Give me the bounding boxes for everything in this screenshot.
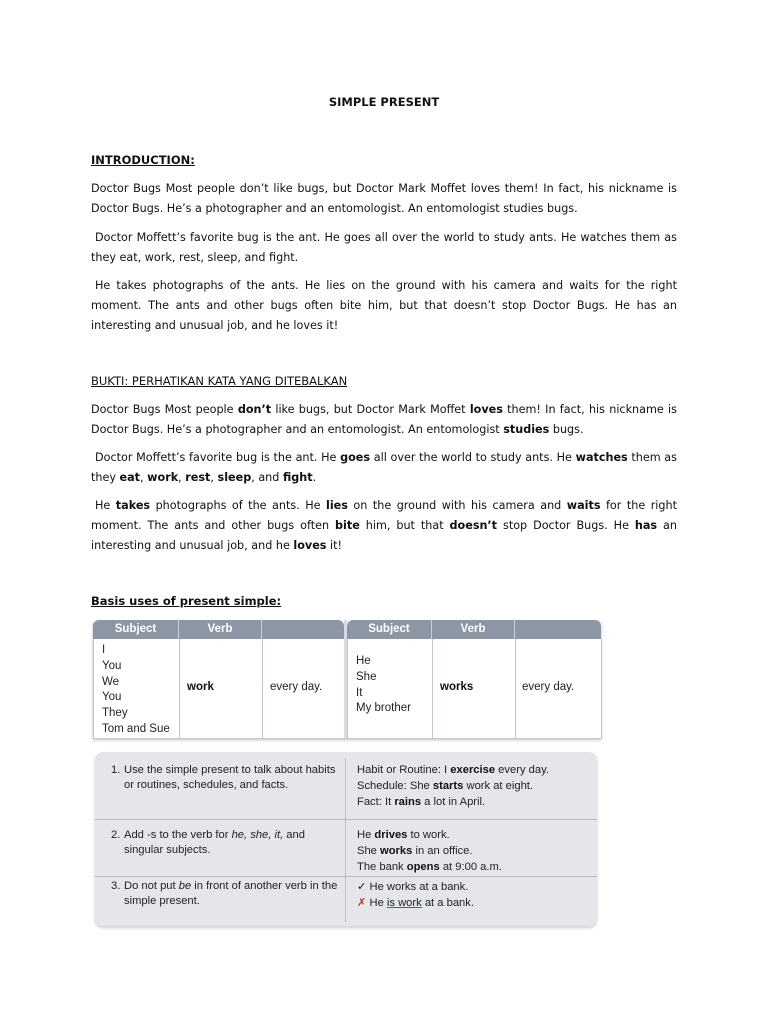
table-header: [347, 620, 601, 639]
rule-text: Use the simple present to talk about habits or routines, schedules, and facts.: [124, 764, 336, 791]
rule-3-examples: [357, 879, 474, 911]
header-subject: Subject: [347, 620, 432, 639]
bold-verb: don’t: [237, 403, 272, 416]
column-divider: [345, 758, 346, 922]
subject-item: I: [102, 644, 106, 656]
time-cell: every day.: [522, 681, 575, 693]
intro-paragraph-3: He takes photographs of the ants. He lies on the ground with his camera and waits for the right moment. The ants and other bugs often bite him, but that doesn’t stop Doctor Bugs. He has an interesting and unusual job, and he loves it!: [91, 279, 677, 332]
text-segment: Fact: It: [357, 796, 395, 808]
bold-verb: watches: [575, 451, 628, 464]
bold-verb: takes: [115, 499, 151, 512]
subject-verb-table-right: [347, 620, 601, 738]
rule-number: 2.: [111, 829, 121, 841]
text-segment: , and: [251, 471, 283, 484]
wrong-example-post: at a bank.: [421, 897, 474, 909]
rule-2: [111, 828, 343, 858]
text-segment: stop Doctor Bugs. He: [497, 519, 635, 532]
subject-item: Tom and Sue: [102, 722, 170, 735]
text-segment: Add -s to the verb for: [124, 829, 232, 841]
text-segment: .: [312, 471, 317, 484]
text-segment: She: [357, 845, 381, 857]
text-segment: them! In fact, his nickname is Doctor Bugs. He’s a photographer and an entomologist. An entomologist: [91, 403, 677, 436]
wrong-example: [357, 895, 474, 911]
text-segment: an interesting and unusual job, and he: [91, 519, 677, 552]
header-time: [262, 620, 344, 639]
bukti-paragraph-2: [91, 448, 677, 488]
rule-1-examples: [357, 762, 549, 810]
text-segment: Doctor Moffett’s favorite bug is the ant. He: [95, 451, 341, 464]
bold-verb: rains: [394, 796, 422, 808]
bold-verb: eat: [119, 471, 141, 484]
subject-item: They: [102, 707, 128, 720]
rule-text: [111, 879, 343, 909]
example-line: [357, 794, 549, 810]
header-verb: Verb: [432, 620, 515, 639]
subject-item: We: [102, 675, 120, 688]
cross-icon: ✗: [357, 897, 367, 909]
correct-example: [357, 879, 474, 895]
table-body: [347, 639, 602, 739]
bold-verb: loves: [469, 403, 503, 416]
verb-column: [433, 639, 516, 738]
bukti-heading: BUKTI: PERHATIKAN KATA YANG DITEBALKAN: [91, 374, 348, 388]
example-line: [357, 843, 502, 859]
page-title: SIMPLE PRESENT: [328, 95, 440, 109]
text-segment: a lot in April.: [421, 796, 486, 808]
text-segment: Do not put: [124, 880, 179, 892]
subject-item: He: [356, 655, 371, 667]
text-segment: photographs of the ants. He: [150, 499, 327, 512]
bold-verb: has: [634, 519, 658, 532]
subject-item: My brother: [356, 702, 411, 715]
text-segment: on the ground with his camera and: [347, 499, 567, 512]
text-segment: The bank: [357, 861, 407, 873]
text-segment: He: [357, 829, 375, 841]
text-segment: to work.: [407, 829, 450, 841]
subject-verb-table: [93, 620, 601, 738]
text-segment: like bugs, but Doctor Mark Moffet: [271, 403, 470, 416]
bold-verb: waits: [566, 499, 601, 512]
header-verb: Verb: [179, 620, 262, 639]
bold-verb: work: [147, 471, 179, 484]
wrong-example-error: is work: [386, 897, 422, 909]
text-segment: them as they: [91, 451, 677, 484]
rule-number: 3.: [111, 880, 121, 892]
text-segment: Schedule: She: [357, 780, 433, 792]
text-segment: all over the world to study ants. He: [370, 451, 576, 464]
text-segment: He: [95, 499, 116, 512]
subject-column: [94, 639, 180, 738]
text-segment: Habit or Routine: I: [357, 764, 451, 776]
header-time: [515, 620, 601, 639]
subject-item: She: [356, 670, 377, 683]
text-segment: him, but that: [359, 519, 450, 532]
text-segment: ,: [178, 471, 186, 484]
bold-verb: drives: [374, 829, 408, 841]
subject-item: It: [356, 686, 363, 699]
subject-item: You: [102, 691, 122, 704]
text-segment: at 9:00 a.m.: [439, 861, 502, 873]
time-cell: every day.: [270, 681, 323, 693]
header-subject: Subject: [93, 620, 179, 639]
bold-verb: doesn’t: [449, 519, 498, 532]
bold-verb: sleep: [217, 471, 252, 484]
bold-verb: starts: [432, 780, 464, 792]
subject-list: [102, 643, 170, 738]
text-segment: bugs.: [549, 423, 584, 436]
example-line: [357, 762, 549, 778]
rule-2-examples: [357, 827, 502, 875]
bold-verb: bite: [335, 519, 360, 532]
text-segment: in front of another verb in the simple present.: [124, 880, 338, 907]
table-body: [93, 639, 344, 739]
text-segment: work at eight.: [463, 780, 534, 792]
table-header: [93, 620, 344, 639]
text-segment: ,: [210, 471, 218, 484]
rules-table: [95, 752, 597, 926]
row-separator: [95, 876, 597, 877]
bold-verb: lies: [326, 499, 348, 512]
example-line: [357, 859, 502, 875]
text-segment: Doctor Bugs Most people: [91, 403, 238, 416]
bold-verb: studies: [503, 423, 550, 436]
bold-verb: works: [380, 845, 413, 857]
bold-verb: goes: [340, 451, 371, 464]
intro-paragraph-1: Doctor Bugs Most people don’t like bugs, but Doctor Mark Moffet loves them! In fact, his nickname is Doctor Bugs. He’s a photographer and an entomologist. An entomologist studies bugs.: [91, 182, 677, 215]
rule-1: [111, 763, 343, 793]
bold-verb: opens: [406, 861, 440, 873]
intro-paragraph-2: Doctor Moffett’s favorite bug is the ant. He goes all over the world to study ants. He watches them as they eat, work, rest, sleep, and fight.: [91, 231, 677, 264]
bukti-paragraph-3: [91, 496, 677, 556]
bold-verb: fight: [282, 471, 313, 484]
verb-cell: work: [187, 681, 214, 693]
rule-text: [111, 828, 343, 858]
subject-list: [356, 654, 411, 717]
subject-item: You: [102, 659, 122, 672]
introduction-heading: INTRODUCTION:: [91, 153, 195, 167]
check-icon: ✓: [357, 881, 367, 893]
text-segment: for the right moment. The ants and other bugs often: [91, 499, 677, 532]
text-segment: it!: [326, 539, 343, 552]
bukti-paragraph-1: [91, 400, 677, 440]
bold-verb: rest: [185, 471, 211, 484]
text-segment: and singular subjects.: [124, 829, 305, 856]
correct-example-text: He works at a bank.: [369, 881, 469, 893]
bold-verb: loves: [293, 539, 327, 552]
text-segment: in an office.: [412, 845, 473, 857]
text-segment: ,: [140, 471, 148, 484]
example-line: [357, 778, 549, 794]
wrong-example-pre: He: [369, 897, 387, 909]
italic-word: be: [178, 880, 192, 892]
subject-verb-table-left: [93, 620, 344, 738]
example-line: [357, 827, 502, 843]
text-segment: every day.: [495, 764, 549, 776]
rule-3: [111, 879, 343, 909]
italic-word: he, she, it,: [231, 829, 284, 841]
bold-verb: exercise: [450, 764, 496, 776]
rule-number: 1.: [111, 764, 121, 776]
verb-column: [180, 639, 263, 738]
verb-cell: works: [440, 681, 474, 693]
subject-column: [348, 639, 433, 738]
row-separator: [95, 819, 597, 820]
basis-uses-heading: Basis uses of present simple:: [91, 594, 282, 608]
